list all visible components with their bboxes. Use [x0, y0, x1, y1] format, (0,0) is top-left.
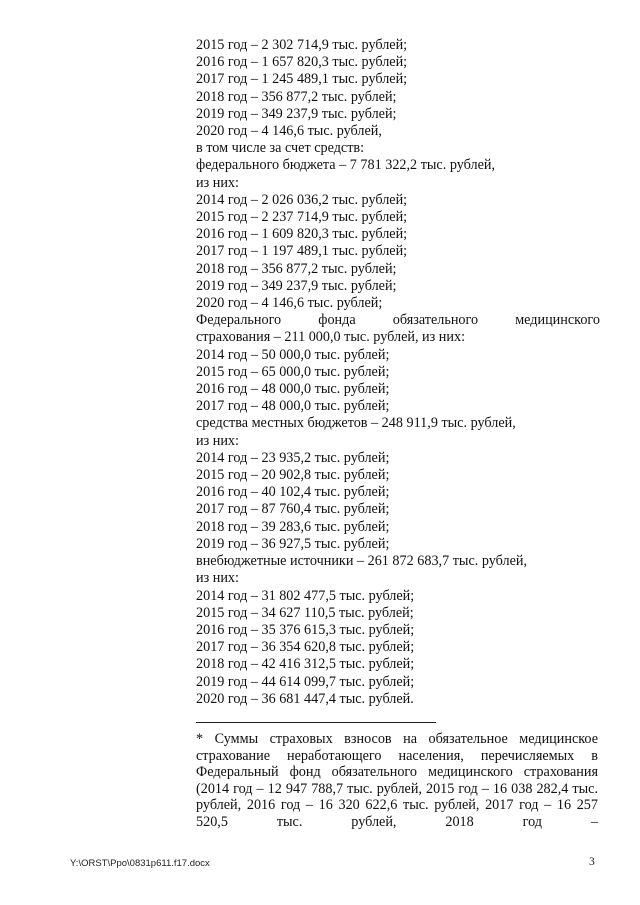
text-line: страхования – 211 000,0 тыс. рублей, из них:	[196, 329, 466, 346]
text-line: 2018 год – 42 416 312,5 тыс. рублей;	[196, 656, 415, 673]
text-line: из них:	[196, 570, 239, 587]
text-line: 2015 год – 2 237 714,9 тыс. рублей;	[196, 209, 408, 226]
body-text	[196, 37, 600, 708]
text-line: федерального бюджета – 7 781 322,2 тыс. рублей,	[196, 157, 496, 174]
text-line: 2016 год – 1 657 820,3 тыс. рублей;	[196, 54, 408, 71]
text-line: 2015 год – 65 000,0 тыс. рублей;	[196, 363, 390, 380]
text-line: внебюджетные источники – 261 872 683,7 тыс. рублей,	[196, 553, 528, 570]
text-line: 2019 год – 349 237,9 тыс. рублей;	[196, 105, 397, 122]
text-line: 2020 год – 4 146,6 тыс. рублей;	[196, 295, 383, 312]
text-line-justified: Федерального фонда обязательного медицинского	[196, 312, 600, 329]
text-line: 2017 год – 36 354 620,8 тыс. рублей;	[196, 639, 415, 656]
text-line: 2016 год – 1 609 820,3 тыс. рублей;	[196, 226, 408, 243]
text-line: 2019 год – 44 614 099,7 тыс. рублей;	[196, 673, 415, 690]
text-line: 2018 год – 39 283,6 тыс. рублей;	[196, 518, 390, 535]
text-line: в том числе за счет средств:	[196, 140, 365, 157]
file-path: Y:\ORST\Ppo\0831p611.f17.docx	[70, 858, 210, 869]
text-line: 2020 год – 4 146,6 тыс. рублей,	[196, 123, 382, 140]
footnote-separator	[196, 722, 436, 723]
text-line: средства местных бюджетов – 248 911,9 тыс. рублей,	[196, 415, 516, 432]
text-line: 2016 год – 35 376 615,3 тыс. рублей;	[196, 621, 415, 638]
text-line: 2014 год – 2 026 036,2 тыс. рублей;	[196, 191, 408, 208]
text-line: 2019 год – 349 237,9 тыс. рублей;	[196, 277, 397, 294]
text-line: 2018 год – 356 877,2 тыс. рублей;	[196, 88, 397, 105]
text-line: 2020 год – 36 681 447,4 тыс. рублей.	[196, 690, 414, 707]
text-line: из них:	[196, 174, 239, 191]
footnote-text: * Суммы страховых взносов на обязательное медицинское страхование неработающего населения, перечисляемых в Федеральный фонд обязательного медицинского страхования (2014 год – 12 947 788,7 тыс. рублей, 2015 год – 16 038 282,4 тыс. рублей, 2016 год – 16 320 622,6 тыс. рублей, 2017 год – 16 257 520,5 тыс. рублей, 2018 год –	[196, 731, 598, 830]
text-line: 2015 год – 2 302 714,9 тыс. рублей;	[196, 37, 408, 53]
text-line: 2014 год – 31 802 477,5 тыс. рублей;	[196, 587, 415, 604]
text-line: 2015 год – 20 902,8 тыс. рублей;	[196, 467, 390, 484]
text-line: из них:	[196, 432, 239, 449]
text-line: 2014 год – 50 000,0 тыс. рублей;	[196, 346, 390, 363]
text-line: 2018 год – 356 877,2 тыс. рублей;	[196, 260, 397, 277]
text-line: 2019 год – 36 927,5 тыс. рублей;	[196, 535, 390, 552]
text-line: 2015 год – 34 627 110,5 тыс. рублей;	[196, 604, 414, 621]
text-line: 2017 год – 1 245 489,1 тыс. рублей;	[196, 71, 408, 88]
text-line: 2017 год – 48 000,0 тыс. рублей;	[196, 398, 390, 415]
text-line: 2016 год – 40 102,4 тыс. рублей;	[196, 484, 390, 501]
text-line: 2017 год – 1 197 489,1 тыс. рублей;	[196, 243, 408, 260]
text-line: 2014 год – 23 935,2 тыс. рублей;	[196, 449, 390, 466]
text-line: 2017 год – 87 760,4 тыс. рублей;	[196, 501, 390, 518]
page-number: 3	[589, 856, 595, 868]
text-line: 2016 год – 48 000,0 тыс. рублей;	[196, 381, 390, 398]
